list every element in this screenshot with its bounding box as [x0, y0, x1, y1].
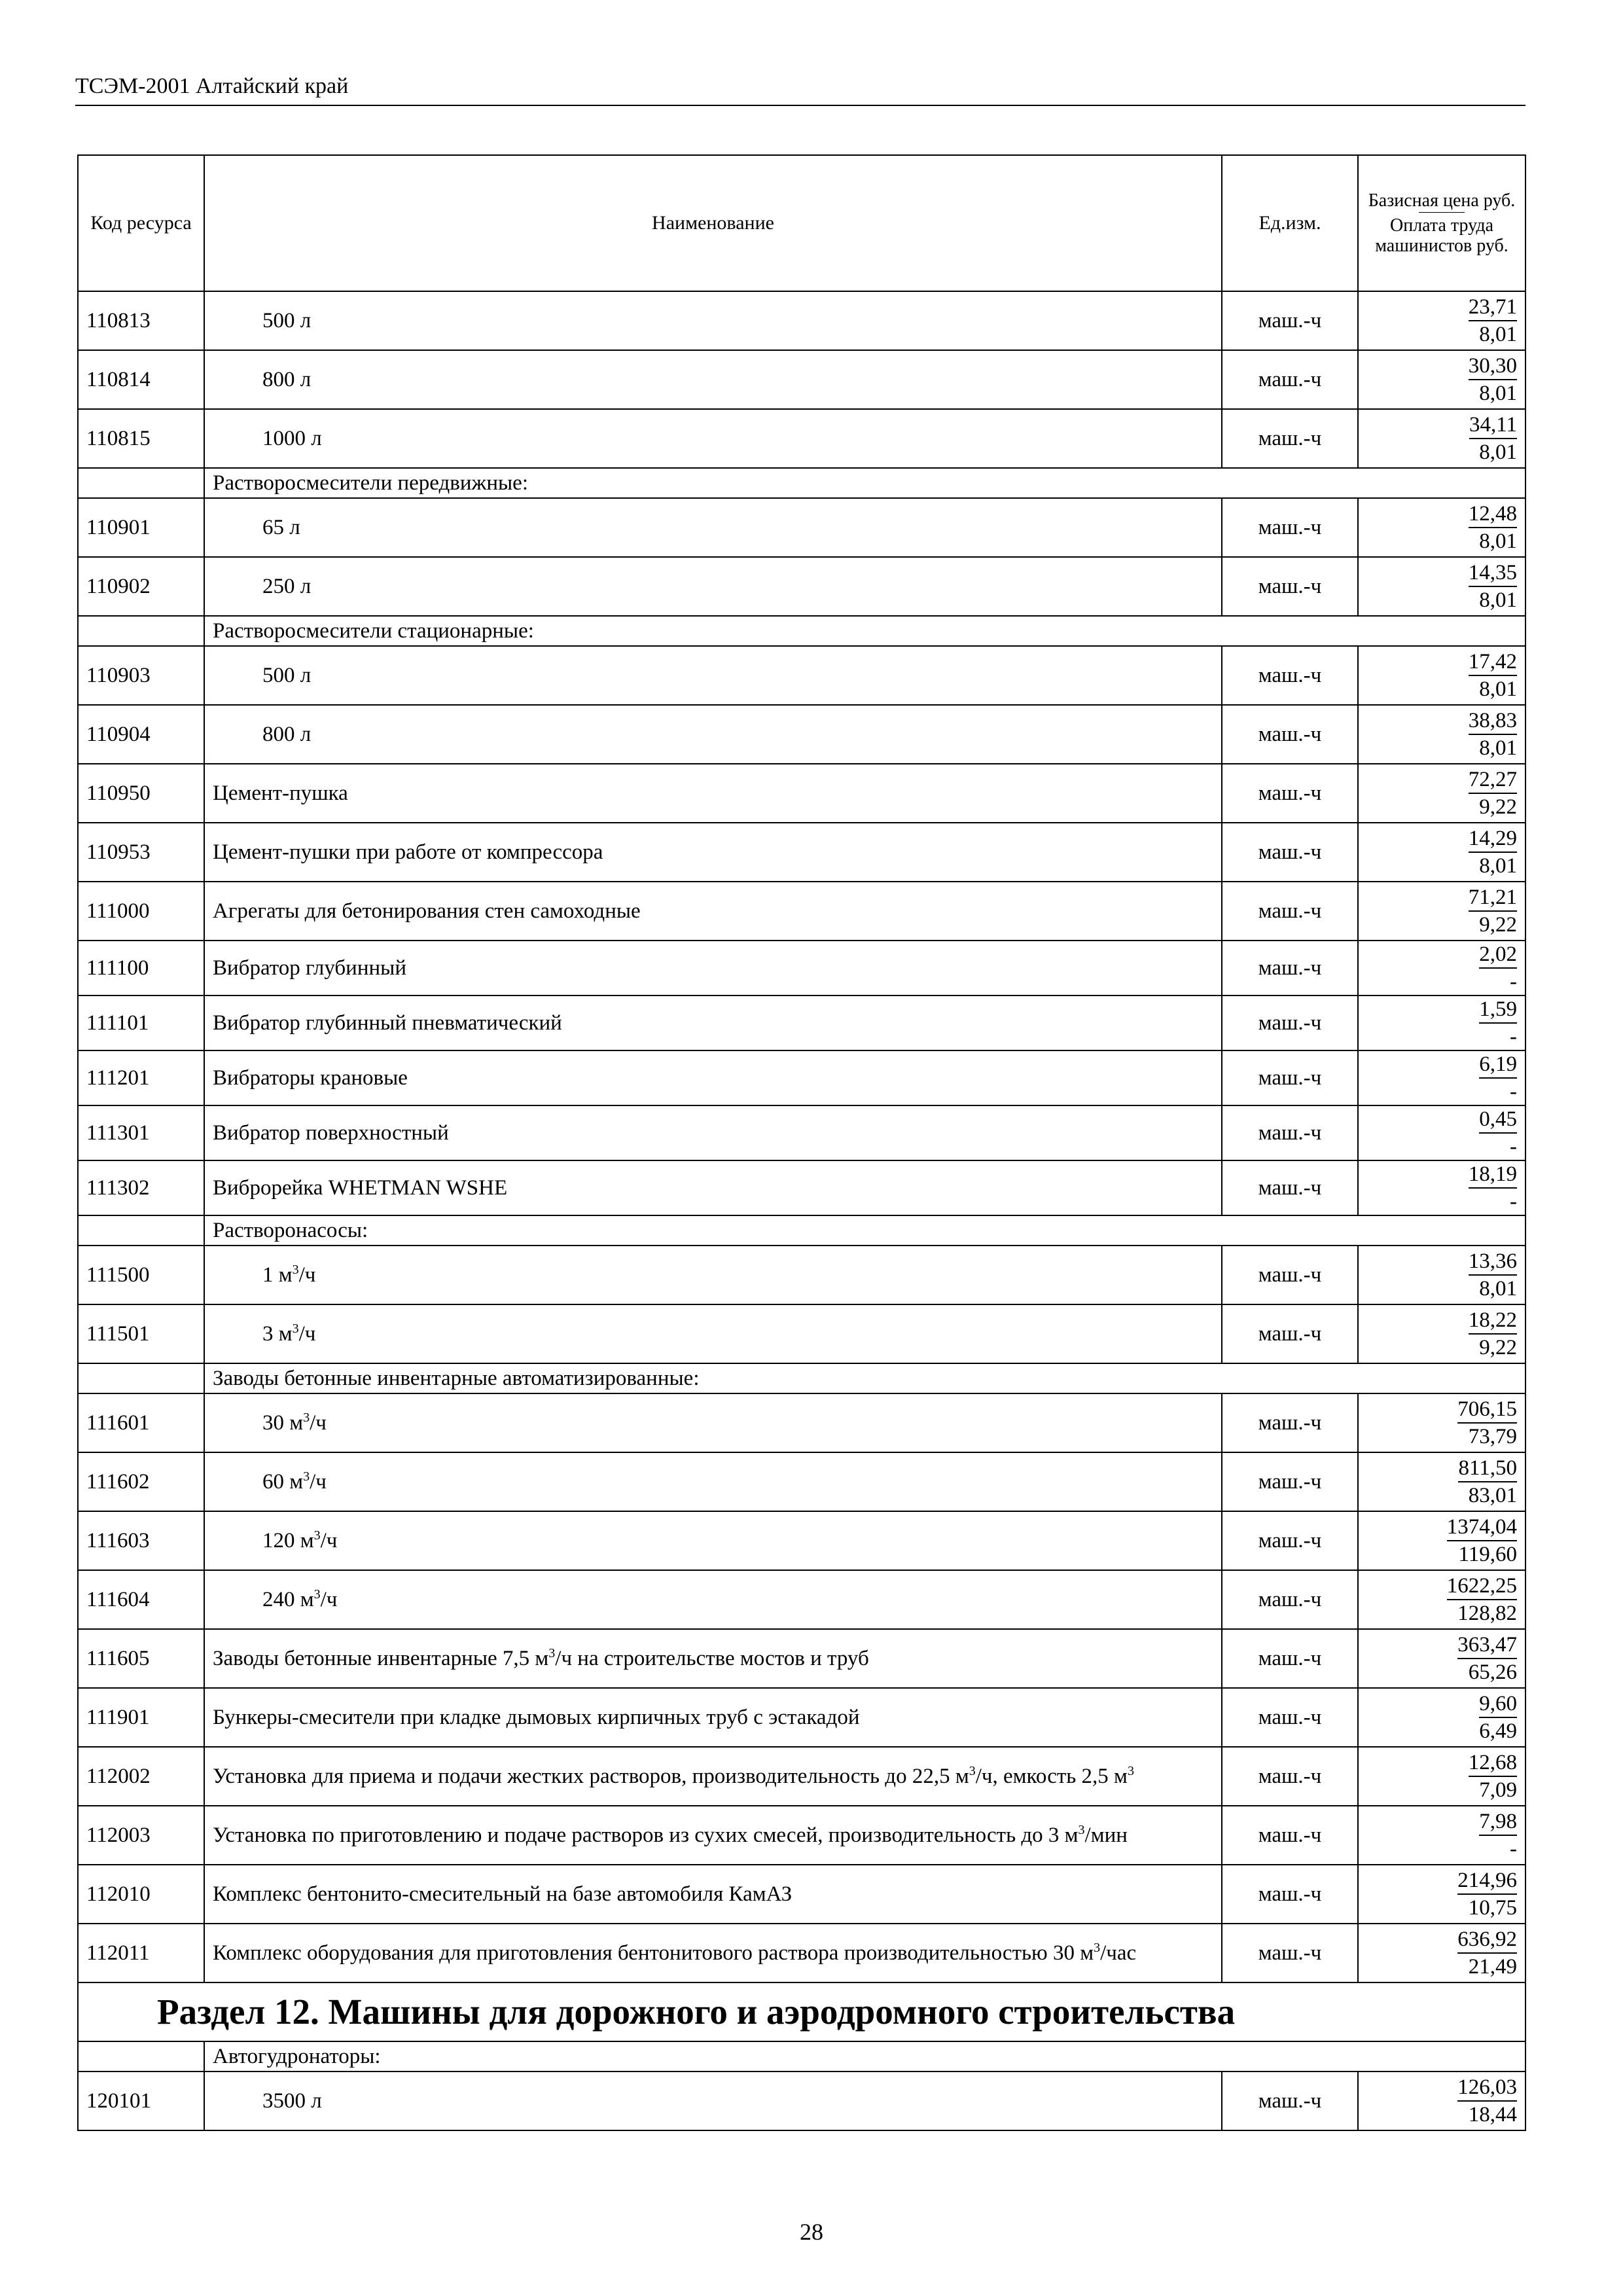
group-spacer — [78, 616, 204, 646]
resource-name: 1 $м^3/ч$ — [204, 1246, 1222, 1304]
table-row — [78, 1050, 1525, 1105]
resource-unit: маш.-ч — [1222, 1246, 1358, 1304]
base-price: 2,02 — [1479, 941, 1517, 969]
resource-unit: маш.-ч — [1222, 705, 1358, 764]
group-heading-row — [78, 468, 1525, 498]
operator-wage: - — [1510, 1025, 1517, 1049]
resource-code: 111100 — [78, 941, 204, 996]
price-fraction — [1469, 294, 1517, 348]
resource-code: 112010 — [78, 1865, 204, 1924]
operator-wage: 9,22 — [1479, 795, 1517, 819]
price-cell — [1358, 764, 1525, 823]
resource-unit: маш.-ч — [1222, 1452, 1358, 1511]
table-row — [78, 1246, 1525, 1304]
base-price: 30,30 — [1469, 353, 1517, 380]
resource-unit: маш.-ч — [1222, 1806, 1358, 1865]
table-row — [78, 2072, 1525, 2130]
base-price: 214,96 — [1457, 1867, 1517, 1895]
price-fraction — [1469, 501, 1517, 554]
group-spacer — [78, 1215, 204, 1246]
base-price: 6,19 — [1479, 1051, 1517, 1079]
resource-unit: маш.-ч — [1222, 2072, 1358, 2130]
base-price: 17,42 — [1469, 649, 1517, 676]
table-row — [78, 557, 1525, 616]
price-fraction — [1479, 1051, 1517, 1105]
price-cell — [1358, 1747, 1525, 1806]
operator-wage: 10,75 — [1468, 1896, 1517, 1920]
operator-wage: 119,60 — [1458, 1543, 1517, 1566]
price-fraction — [1469, 1749, 1517, 1803]
operator-wage: - — [1510, 1080, 1517, 1103]
base-price: 13,36 — [1469, 1248, 1517, 1276]
column-header-code: Код ресурса — [78, 155, 204, 291]
price-cell — [1358, 1806, 1525, 1865]
price-fraction — [1469, 1248, 1517, 1302]
resource-code: 111604 — [78, 1570, 204, 1629]
price-cell — [1358, 409, 1525, 468]
resource-name: 250 л — [204, 557, 1222, 616]
table-row — [78, 823, 1525, 882]
price-cell — [1358, 2072, 1525, 2130]
group-heading: Заводы бетонные инвентарные автоматизированные: — [204, 1363, 1525, 1393]
price-fraction — [1479, 941, 1517, 995]
base-price: 363,47 — [1457, 1632, 1517, 1659]
resource-code: 112002 — [78, 1747, 204, 1806]
resource-code: 120101 — [78, 2072, 204, 2130]
price-fraction — [1469, 1307, 1517, 1361]
resource-name: 500 л — [204, 291, 1222, 350]
resource-code: 111101 — [78, 996, 204, 1050]
table-row — [78, 1452, 1525, 1511]
base-price: 23,71 — [1469, 294, 1517, 321]
resource-name: 30 $м^3/ч$ — [204, 1393, 1222, 1452]
operator-wage: 8,01 — [1479, 323, 1517, 346]
price-fraction — [1457, 1926, 1517, 1980]
base-price: 9,60 — [1479, 1691, 1517, 1718]
document-header-title: ТСЭМ-2001 Алтайский край — [75, 74, 349, 98]
base-price: 14,29 — [1469, 825, 1517, 853]
table-body — [78, 291, 1525, 2130]
table-row — [78, 1924, 1525, 1982]
table-row — [78, 1747, 1525, 1806]
price-cell — [1358, 350, 1525, 409]
price-cell — [1358, 1050, 1525, 1105]
price-cell — [1358, 996, 1525, 1050]
base-price: 706,15 — [1457, 1396, 1517, 1424]
base-price: 12,68 — [1469, 1749, 1517, 1777]
operator-wage: - — [1510, 1190, 1517, 1213]
resource-unit: маш.-ч — [1222, 1688, 1358, 1747]
resource-name: 800 л — [204, 350, 1222, 409]
table-row — [78, 350, 1525, 409]
price-cell — [1358, 705, 1525, 764]
base-price: 811,50 — [1458, 1455, 1517, 1482]
resource-unit: маш.-ч — [1222, 498, 1358, 557]
price-fraction — [1457, 1632, 1517, 1685]
price-cell — [1358, 1629, 1525, 1688]
column-header-unit: Ед.изм. — [1222, 155, 1358, 291]
resource-name: Цемент-пушка — [204, 764, 1222, 823]
base-price: 636,92 — [1457, 1926, 1517, 1954]
price-fraction — [1469, 412, 1517, 465]
resource-unit: маш.-ч — [1222, 1747, 1358, 1806]
table-row — [78, 1304, 1525, 1363]
price-fraction — [1469, 766, 1517, 820]
resource-unit: маш.-ч — [1222, 1924, 1358, 1982]
table-row — [78, 996, 1525, 1050]
resource-unit: маш.-ч — [1222, 1050, 1358, 1105]
resource-code: 110902 — [78, 557, 204, 616]
resource-code: 111601 — [78, 1393, 204, 1452]
price-cell — [1358, 882, 1525, 941]
price-cell — [1358, 1511, 1525, 1570]
price-cell — [1358, 1570, 1525, 1629]
resource-unit: маш.-ч — [1222, 1105, 1358, 1160]
group-spacer — [78, 468, 204, 498]
resource-name: 800 л — [204, 705, 1222, 764]
price-cell — [1358, 941, 1525, 996]
resource-unit: маш.-ч — [1222, 291, 1358, 350]
operator-wage: 8,01 — [1479, 382, 1517, 405]
resource-unit: маш.-ч — [1222, 1393, 1358, 1452]
base-price: 12,48 — [1469, 501, 1517, 528]
column-header-price-wage: Оплата труда машинистов руб. — [1375, 215, 1508, 256]
group-heading-row — [78, 2041, 1525, 2072]
operator-wage: 65,26 — [1468, 1660, 1517, 1684]
price-cell — [1358, 1105, 1525, 1160]
operator-wage: - — [1510, 1837, 1517, 1861]
resource-name: 3500 л — [204, 2072, 1222, 2130]
operator-wage: 8,01 — [1479, 588, 1517, 612]
table-row — [78, 764, 1525, 823]
resource-code: 111301 — [78, 1105, 204, 1160]
resource-name: Вибратор глубинный пневматический — [204, 996, 1222, 1050]
page-number: 28 — [800, 2219, 823, 2245]
table-row — [78, 1865, 1525, 1924]
price-fraction — [1469, 825, 1517, 879]
resource-name: Вибратор поверхностный — [204, 1105, 1222, 1160]
operator-wage: 8,01 — [1479, 677, 1517, 701]
section-heading-row — [78, 1982, 1525, 2041]
price-fraction — [1479, 1691, 1517, 1744]
price-cell — [1358, 1246, 1525, 1304]
operator-wage: 128,82 — [1457, 1602, 1517, 1625]
price-fraction — [1479, 1106, 1517, 1160]
table-row — [78, 1570, 1525, 1629]
group-spacer — [78, 2041, 204, 2072]
group-heading: Растворонасосы: — [204, 1215, 1525, 1246]
table-row — [78, 1105, 1525, 1160]
base-price: 7,98 — [1479, 1808, 1517, 1836]
resource-code: 112003 — [78, 1806, 204, 1865]
resource-name: 120 $м^3/ч$ — [204, 1511, 1222, 1570]
operator-wage: 7,09 — [1479, 1778, 1517, 1802]
column-header-price — [1358, 155, 1525, 291]
operator-wage: 8,01 — [1479, 529, 1517, 553]
base-price: 1622,25 — [1447, 1573, 1517, 1600]
resource-name: Комплекс оборудования для приготовления бентонитового раствора производительностью 30 $м^3$/час — [204, 1924, 1222, 1982]
base-price: 72,27 — [1469, 766, 1517, 794]
base-price: 1,59 — [1479, 996, 1517, 1024]
resource-code: 110903 — [78, 646, 204, 705]
operator-wage: 6,49 — [1479, 1719, 1517, 1743]
resource-name: 240 $м^3/ч$ — [204, 1570, 1222, 1629]
operator-wage: 83,01 — [1468, 1484, 1517, 1507]
resource-code: 111201 — [78, 1050, 204, 1105]
price-fraction — [1447, 1573, 1517, 1626]
operator-wage: 8,01 — [1479, 854, 1517, 878]
operator-wage: 21,49 — [1468, 1955, 1517, 1979]
resource-name: 65 л — [204, 498, 1222, 557]
operator-wage: 8,01 — [1479, 736, 1517, 760]
table-row — [78, 1629, 1525, 1688]
resource-code: 110904 — [78, 705, 204, 764]
resource-unit: маш.-ч — [1222, 350, 1358, 409]
resource-code: 111605 — [78, 1629, 204, 1688]
table-row — [78, 941, 1525, 996]
operator-wage: - — [1510, 1135, 1517, 1158]
base-price: 18,19 — [1469, 1161, 1517, 1189]
resource-code: 111302 — [78, 1160, 204, 1215]
resource-name: Заводы бетонные инвентарные 7,5 $м^3/ч$ на строительстве мостов и труб — [204, 1629, 1222, 1688]
table-row — [78, 1806, 1525, 1865]
base-price: 18,22 — [1469, 1307, 1517, 1335]
column-header-name: Наименование — [204, 155, 1222, 291]
price-cell — [1358, 646, 1525, 705]
resource-unit: маш.-ч — [1222, 823, 1358, 882]
base-price: 71,21 — [1469, 884, 1517, 912]
group-heading: Растворосмесители передвижные: — [204, 468, 1525, 498]
group-heading: Растворосмесители стационарные: — [204, 616, 1525, 646]
resource-name: Установка для приема и подачи жестких растворов, производительность до 22,5 $м^3/ч$, емкость 2,5 $м^3$ — [204, 1747, 1222, 1806]
table-row — [78, 646, 1525, 705]
column-header-price-base: Базисная цена руб. — [1368, 190, 1516, 211]
resource-name: Виброрейка WHETMAN WSHE — [204, 1160, 1222, 1215]
table-row — [78, 409, 1525, 468]
resource-unit: маш.-ч — [1222, 646, 1358, 705]
price-fraction — [1457, 1867, 1517, 1921]
operator-wage: 8,01 — [1479, 440, 1517, 464]
resource-unit: маш.-ч — [1222, 409, 1358, 468]
resource-name: 60 $м^3/ч$ — [204, 1452, 1222, 1511]
resource-name: 1000 л — [204, 409, 1222, 468]
resource-unit: маш.-ч — [1222, 1629, 1358, 1688]
price-cell — [1358, 1865, 1525, 1924]
operator-wage: 9,22 — [1479, 913, 1517, 937]
group-spacer — [78, 1363, 204, 1393]
resource-code: 110813 — [78, 291, 204, 350]
table-row — [78, 1160, 1525, 1215]
table-row — [78, 882, 1525, 941]
resource-name: 3 $м^3/ч$ — [204, 1304, 1222, 1363]
price-fraction — [1457, 1396, 1517, 1450]
base-price: 14,35 — [1469, 560, 1517, 587]
price-cell — [1358, 1688, 1525, 1747]
resource-unit: маш.-ч — [1222, 1511, 1358, 1570]
resource-name: 500 л — [204, 646, 1222, 705]
price-fraction — [1458, 1455, 1517, 1509]
table-row — [78, 1511, 1525, 1570]
resource-unit: маш.-ч — [1222, 1304, 1358, 1363]
resource-name: Цемент-пушки при работе от компрессора — [204, 823, 1222, 882]
section-heading: Раздел 12. Машины для дорожного и аэродромного строительства — [78, 1982, 1525, 2041]
price-cell — [1358, 291, 1525, 350]
price-cell — [1358, 498, 1525, 557]
resource-code: 111000 — [78, 882, 204, 941]
price-fraction — [1457, 2074, 1517, 2128]
resource-name: Вибраторы крановые — [204, 1050, 1222, 1105]
price-fraction — [1469, 560, 1517, 613]
operator-wage: 8,01 — [1479, 1277, 1517, 1300]
table-row — [78, 1393, 1525, 1452]
resource-name: Установка по приготовлению и подаче растворов из сухих смесей, производительность до 3 $м^3$/мин — [204, 1806, 1222, 1865]
price-fraction — [1479, 1808, 1517, 1862]
base-price: 126,03 — [1457, 2074, 1517, 2102]
price-fraction — [1479, 996, 1517, 1050]
group-heading-row — [78, 1363, 1525, 1393]
table-row — [78, 291, 1525, 350]
header-divider — [75, 105, 1525, 106]
price-fraction — [1469, 1161, 1517, 1215]
resource-unit: маш.-ч — [1222, 1865, 1358, 1924]
table-header-row — [78, 155, 1525, 291]
resource-unit: маш.-ч — [1222, 557, 1358, 616]
price-fraction — [1447, 1514, 1517, 1568]
group-heading: Автогудронаторы: — [204, 2041, 1525, 2072]
group-heading-row — [78, 1215, 1525, 1246]
table-row — [78, 1688, 1525, 1747]
resource-unit: маш.-ч — [1222, 764, 1358, 823]
resource-unit: маш.-ч — [1222, 941, 1358, 996]
resource-code: 110815 — [78, 409, 204, 468]
price-fraction — [1469, 649, 1517, 702]
price-cell — [1358, 557, 1525, 616]
resource-code: 111602 — [78, 1452, 204, 1511]
resource-name: Комплекс бентонито-смесительный на базе автомобиля КамАЗ — [204, 1865, 1222, 1924]
operator-wage: 18,44 — [1468, 2103, 1517, 2126]
resource-code: 110953 — [78, 823, 204, 882]
operator-wage: - — [1510, 970, 1517, 994]
price-fraction — [1469, 353, 1517, 406]
table-row — [78, 705, 1525, 764]
resource-code: 110814 — [78, 350, 204, 409]
resource-name: Агрегаты для бетонирования стен самоходные — [204, 882, 1222, 941]
resource-name: Вибратор глубинный — [204, 941, 1222, 996]
resource-name: Бункеры-смесители при кладке дымовых кирпичных труб с эстакадой — [204, 1688, 1222, 1747]
price-cell — [1358, 823, 1525, 882]
resource-unit: маш.-ч — [1222, 996, 1358, 1050]
resource-code: 111901 — [78, 1688, 204, 1747]
resource-code: 111603 — [78, 1511, 204, 1570]
base-price: 38,83 — [1469, 708, 1517, 735]
resource-unit: маш.-ч — [1222, 1570, 1358, 1629]
operator-wage: 9,22 — [1479, 1336, 1517, 1359]
price-cell — [1358, 1393, 1525, 1452]
resource-unit: маш.-ч — [1222, 882, 1358, 941]
resource-code: 112011 — [78, 1924, 204, 1982]
resource-unit: маш.-ч — [1222, 1160, 1358, 1215]
price-fraction — [1469, 708, 1517, 761]
resource-code: 110950 — [78, 764, 204, 823]
column-header-price-divider — [1419, 212, 1465, 213]
group-heading-row — [78, 616, 1525, 646]
resource-code: 111500 — [78, 1246, 204, 1304]
base-price: 1374,04 — [1447, 1514, 1517, 1541]
price-cell — [1358, 1924, 1525, 1982]
base-price: 34,11 — [1469, 412, 1517, 439]
resource-code: 110901 — [78, 498, 204, 557]
base-price: 0,45 — [1479, 1106, 1517, 1134]
resources-table — [77, 154, 1526, 2131]
operator-wage: 73,79 — [1468, 1425, 1517, 1448]
price-cell — [1358, 1452, 1525, 1511]
price-cell — [1358, 1160, 1525, 1215]
price-fraction — [1469, 884, 1517, 938]
price-cell — [1358, 1304, 1525, 1363]
resource-code: 111501 — [78, 1304, 204, 1363]
table-row — [78, 498, 1525, 557]
